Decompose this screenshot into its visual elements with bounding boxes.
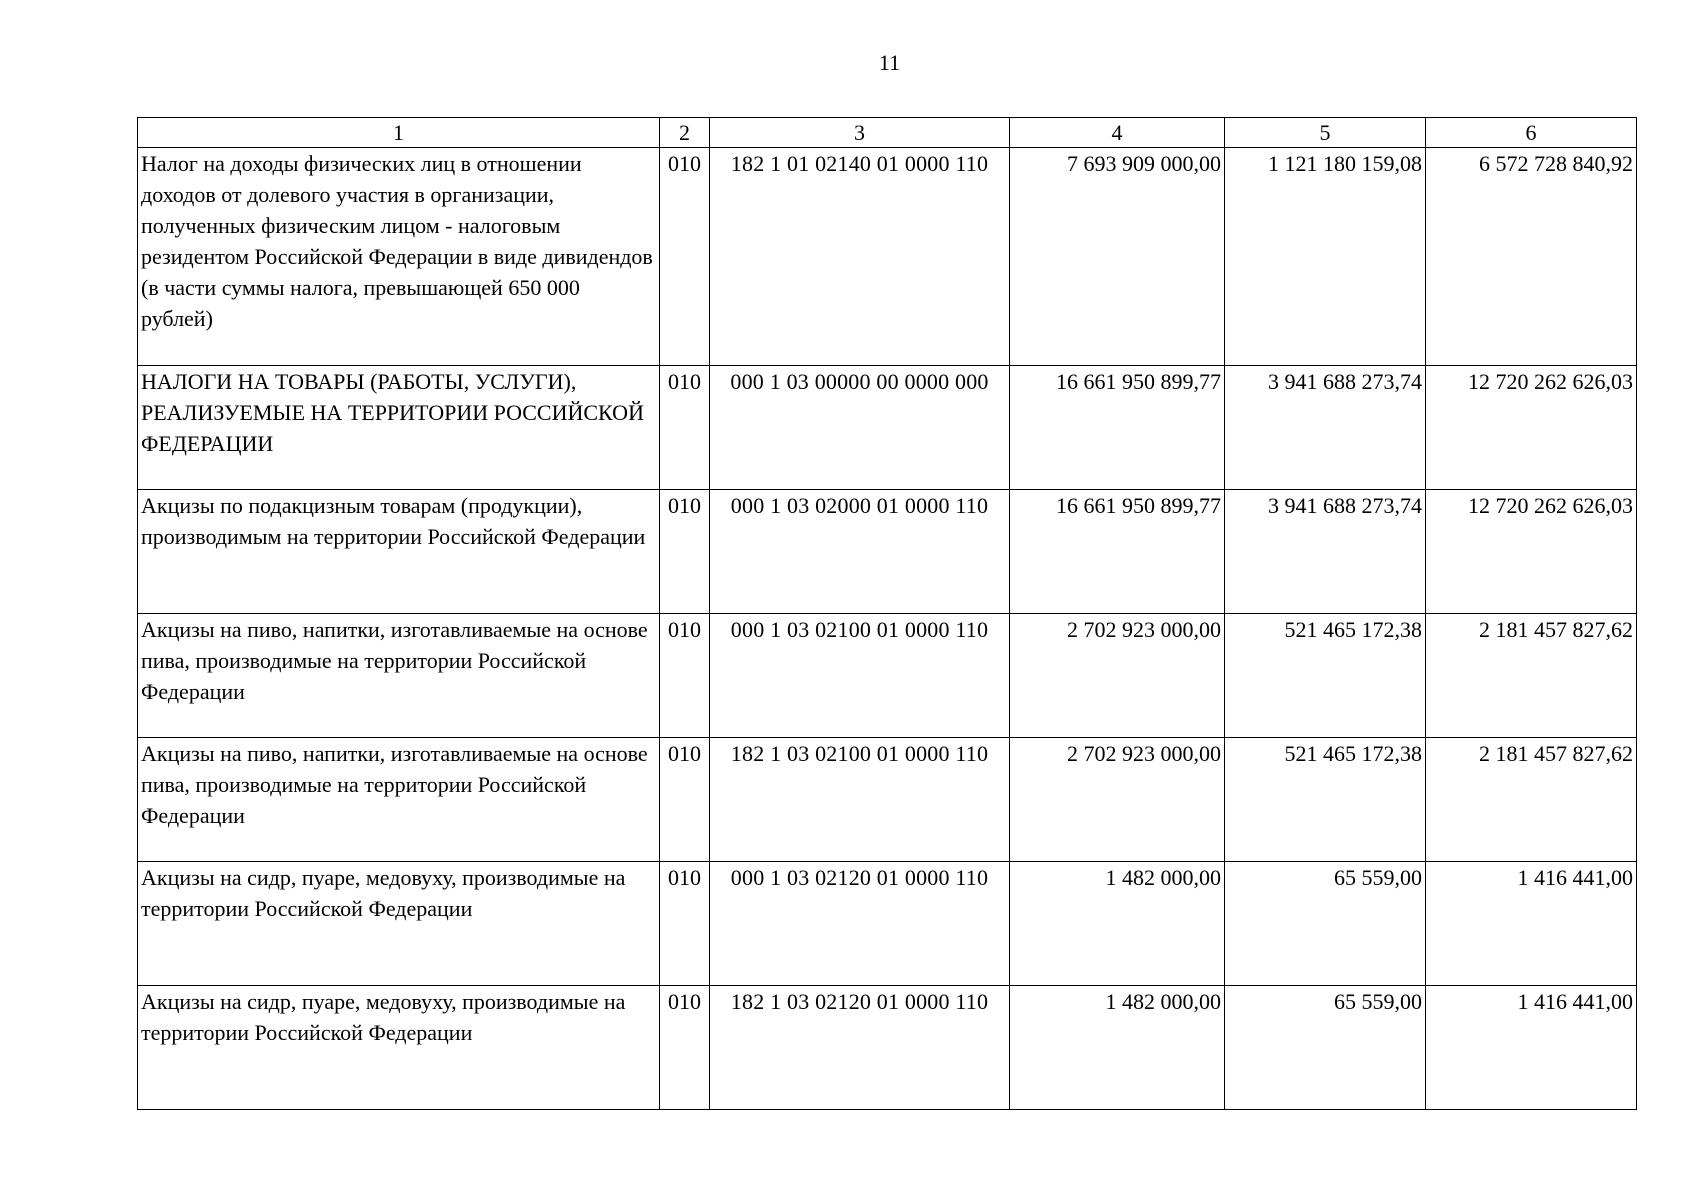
- row-approved: 16 661 950 899,77: [1010, 490, 1225, 614]
- table-row: [138, 738, 1637, 862]
- column-header: 4: [1010, 118, 1225, 148]
- table-row: [138, 986, 1637, 1110]
- row-unexecuted: 6 572 728 840,92: [1426, 148, 1637, 366]
- row-budget-code: 182 1 01 02140 01 0000 110: [710, 148, 1010, 366]
- table-row: [138, 366, 1637, 490]
- table-header-row: [138, 118, 1637, 148]
- row-name: Акцизы на пиво, напитки, изготавливаемые на основе пива, производимые на территории Российской Федерации: [138, 614, 660, 738]
- row-executed: 521 465 172,38: [1225, 738, 1426, 862]
- page-number: 11: [878, 50, 901, 75]
- row-approved: 2 702 923 000,00: [1010, 738, 1225, 862]
- table-row: [138, 490, 1637, 614]
- row-line-code: 010: [660, 614, 710, 738]
- row-executed: 65 559,00: [1225, 986, 1426, 1110]
- row-budget-code: 182 1 03 02120 01 0000 110: [710, 986, 1010, 1110]
- row-line-code: 010: [660, 490, 710, 614]
- row-budget-code: 000 1 03 02120 01 0000 110: [710, 862, 1010, 986]
- column-header: 6: [1426, 118, 1637, 148]
- row-executed: 65 559,00: [1225, 862, 1426, 986]
- column-header: 2: [660, 118, 710, 148]
- row-budget-code: 000 1 03 02000 01 0000 110: [710, 490, 1010, 614]
- row-unexecuted: 12 720 262 626,03: [1426, 490, 1637, 614]
- row-line-code: 010: [660, 862, 710, 986]
- row-budget-code: 182 1 03 02100 01 0000 110: [710, 738, 1010, 862]
- column-header: 1: [138, 118, 660, 148]
- table-row: [138, 862, 1637, 986]
- row-unexecuted: 1 416 441,00: [1426, 862, 1637, 986]
- row-approved: 7 693 909 000,00: [1010, 148, 1225, 366]
- row-approved: 2 702 923 000,00: [1010, 614, 1225, 738]
- row-executed: 3 941 688 273,74: [1225, 366, 1426, 490]
- table-row: [138, 614, 1637, 738]
- row-line-code: 010: [660, 366, 710, 490]
- row-line-code: 010: [660, 986, 710, 1110]
- row-name: Акцизы по подакцизным товарам (продукции), производимым на территории Российской Федерации: [138, 490, 660, 614]
- row-name: Налог на доходы физических лиц в отношении доходов от долевого участия в организации, полученных физическим лицом - налоговым резидентом Российской Федерации в виде дивидендов (в части суммы налога, превышающей 650 000 рублей): [138, 148, 660, 366]
- row-executed: 521 465 172,38: [1225, 614, 1426, 738]
- row-executed: 1 121 180 159,08: [1225, 148, 1426, 366]
- table-row: [138, 148, 1637, 366]
- row-executed: 3 941 688 273,74: [1225, 490, 1426, 614]
- column-header: 3: [710, 118, 1010, 148]
- row-budget-code: 000 1 03 02100 01 0000 110: [710, 614, 1010, 738]
- row-unexecuted: 2 181 457 827,62: [1426, 614, 1637, 738]
- column-header: 5: [1225, 118, 1426, 148]
- row-line-code: 010: [660, 148, 710, 366]
- row-name: НАЛОГИ НА ТОВАРЫ (РАБОТЫ, УСЛУГИ), РЕАЛИЗУЕМЫЕ НА ТЕРРИТОРИИ РОССИЙСКОЙ ФЕДЕРАЦИИ: [138, 366, 660, 490]
- row-line-code: 010: [660, 738, 710, 862]
- row-name: Акцизы на пиво, напитки, изготавливаемые на основе пива, производимые на территории Российской Федерации: [138, 738, 660, 862]
- row-unexecuted: 2 181 457 827,62: [1426, 738, 1637, 862]
- row-budget-code: 000 1 03 00000 00 0000 000: [710, 366, 1010, 490]
- revenue-table: [137, 117, 1637, 1110]
- row-approved: 16 661 950 899,77: [1010, 366, 1225, 490]
- row-approved: 1 482 000,00: [1010, 862, 1225, 986]
- row-approved: 1 482 000,00: [1010, 986, 1225, 1110]
- row-unexecuted: 1 416 441,00: [1426, 986, 1637, 1110]
- row-name: Акцизы на сидр, пуаре, медовуху, производимые на территории Российской Федерации: [138, 986, 660, 1110]
- row-name: Акцизы на сидр, пуаре, медовуху, производимые на территории Российской Федерации: [138, 862, 660, 986]
- row-unexecuted: 12 720 262 626,03: [1426, 366, 1637, 490]
